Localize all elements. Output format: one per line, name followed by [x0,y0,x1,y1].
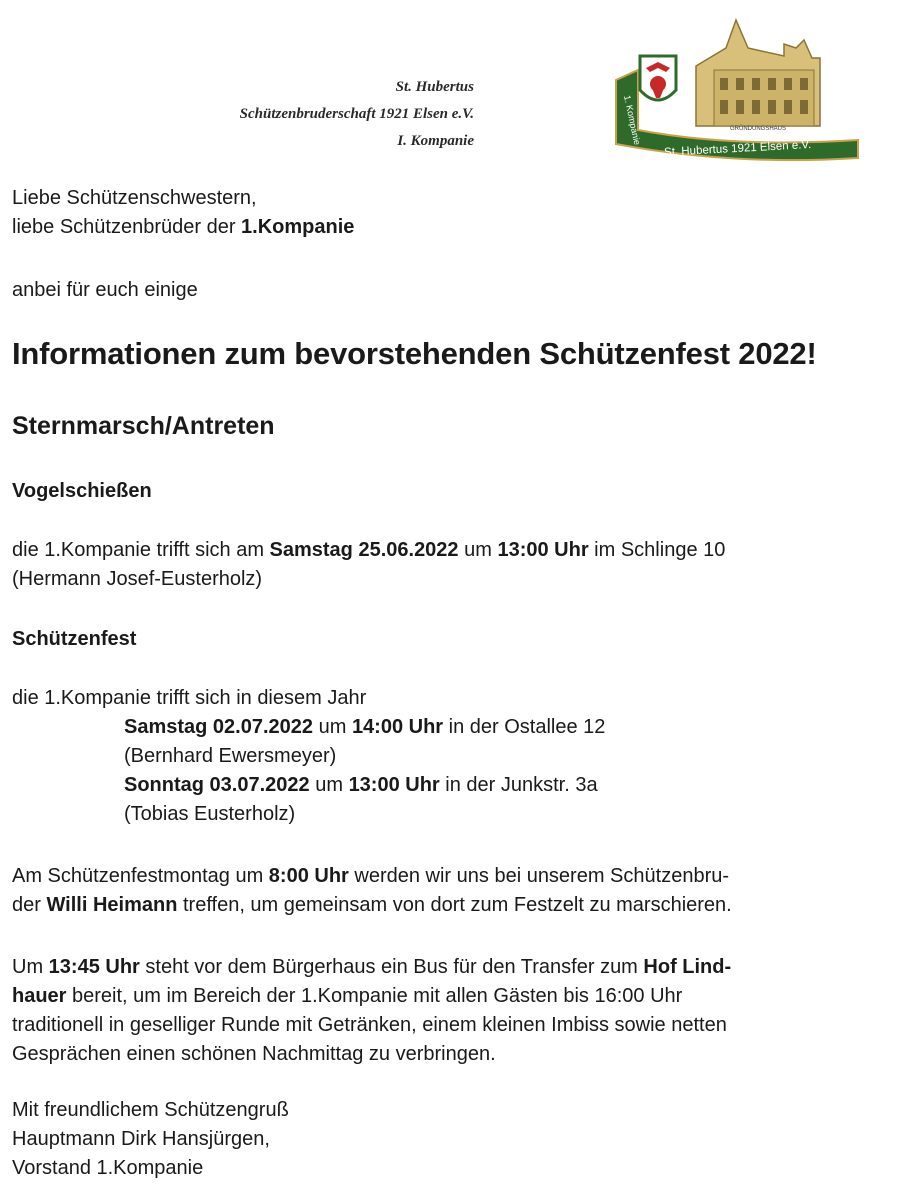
fest-intro: die 1.Kompanie trifft sich in diesem Jahr [12,687,367,709]
bus-line-1: Um 13:45 Uhr steht vor dem Bürgerhaus ein Bus für den Transfer zum Hof Lind- [12,956,732,978]
fest-sunday-host: (Tobias Eusterholz) [124,803,296,825]
fest-schedule [124,713,605,829]
fest-sunday: Sonntag 03.07.2022 um 13:00 Uhr in der Junkstr. 3a [124,774,598,796]
bus-line-4: Gesprächen einen schönen Nachmittag zu verbringen. [12,1043,496,1065]
letterhead [240,74,474,155]
bus-line-2: hauer bereit, um im Bereich der 1.Kompanie mit allen Gästen bis 16:00 Uhr [12,985,683,1007]
logo-banner-text: St. Hubertus 1921 Elsen e.V. [663,139,812,159]
fest-saturday-host: (Bernhard Ewersmeyer) [124,745,337,767]
closing [12,1096,289,1183]
letterhead-line-3: I. Kompanie [397,133,474,149]
closing-line-2: Hauptmann Dirk Hansjürgen, [12,1128,270,1150]
closing-line-3: Vorstand 1.Kompanie [12,1157,204,1179]
bus-line-3: traditionell in geselliger Runde mit Getränken, einem kleinen Imbiss sowie netten [12,1014,727,1036]
company-logo [614,18,860,162]
montag-paragraph [12,862,732,920]
greeting-line-2: liebe Schützenbrüder der 1.Kompanie [12,216,355,238]
fest-saturday: Samstag 02.07.2022 um 14:00 Uhr in der Ostallee 12 [124,716,606,738]
letterhead-line-2: Schützenbruderschaft 1921 Elsen e.V. [239,106,474,122]
vogel-line-1: die 1.Kompanie trifft sich am Samstag 25.06.2022 um 13:00 Uhr im Schlinge 10 [12,539,726,561]
fest-heading: Schützenfest [12,628,137,650]
building-illustration [696,20,820,126]
page-title: Informationen zum bevorstehenden Schützenfest 2022! [12,336,817,371]
vogel-text [12,536,725,594]
logo-side-text: 1. Kompanie [622,94,643,146]
closing-line-1: Mit freundlichem Schützengruß [12,1099,289,1121]
vogel-line-2: (Hermann Josef-Eusterholz) [12,568,263,590]
logo-caption: GRÜNDUNGSHAUS [730,126,787,132]
section-heading: Sternmarsch/Antreten [12,412,275,440]
greeting [12,184,354,242]
letterhead-line-1: St. Hubertus [395,79,474,95]
bus-paragraph [12,953,731,1069]
montag-line-1: Am Schützenfestmontag um 8:00 Uhr werden wir uns bei unserem Schützenbru- [12,865,730,887]
greeting-line-1: Liebe Schützenschwestern, [12,187,257,209]
intro-text: anbei für euch einige [12,279,198,301]
shield-icon [640,56,676,100]
vogel-heading: Vogelschießen [12,480,152,502]
montag-line-2: der Willi Heimann treffen, um gemeinsam von dort zum Festzelt zu marschieren. [12,894,732,916]
